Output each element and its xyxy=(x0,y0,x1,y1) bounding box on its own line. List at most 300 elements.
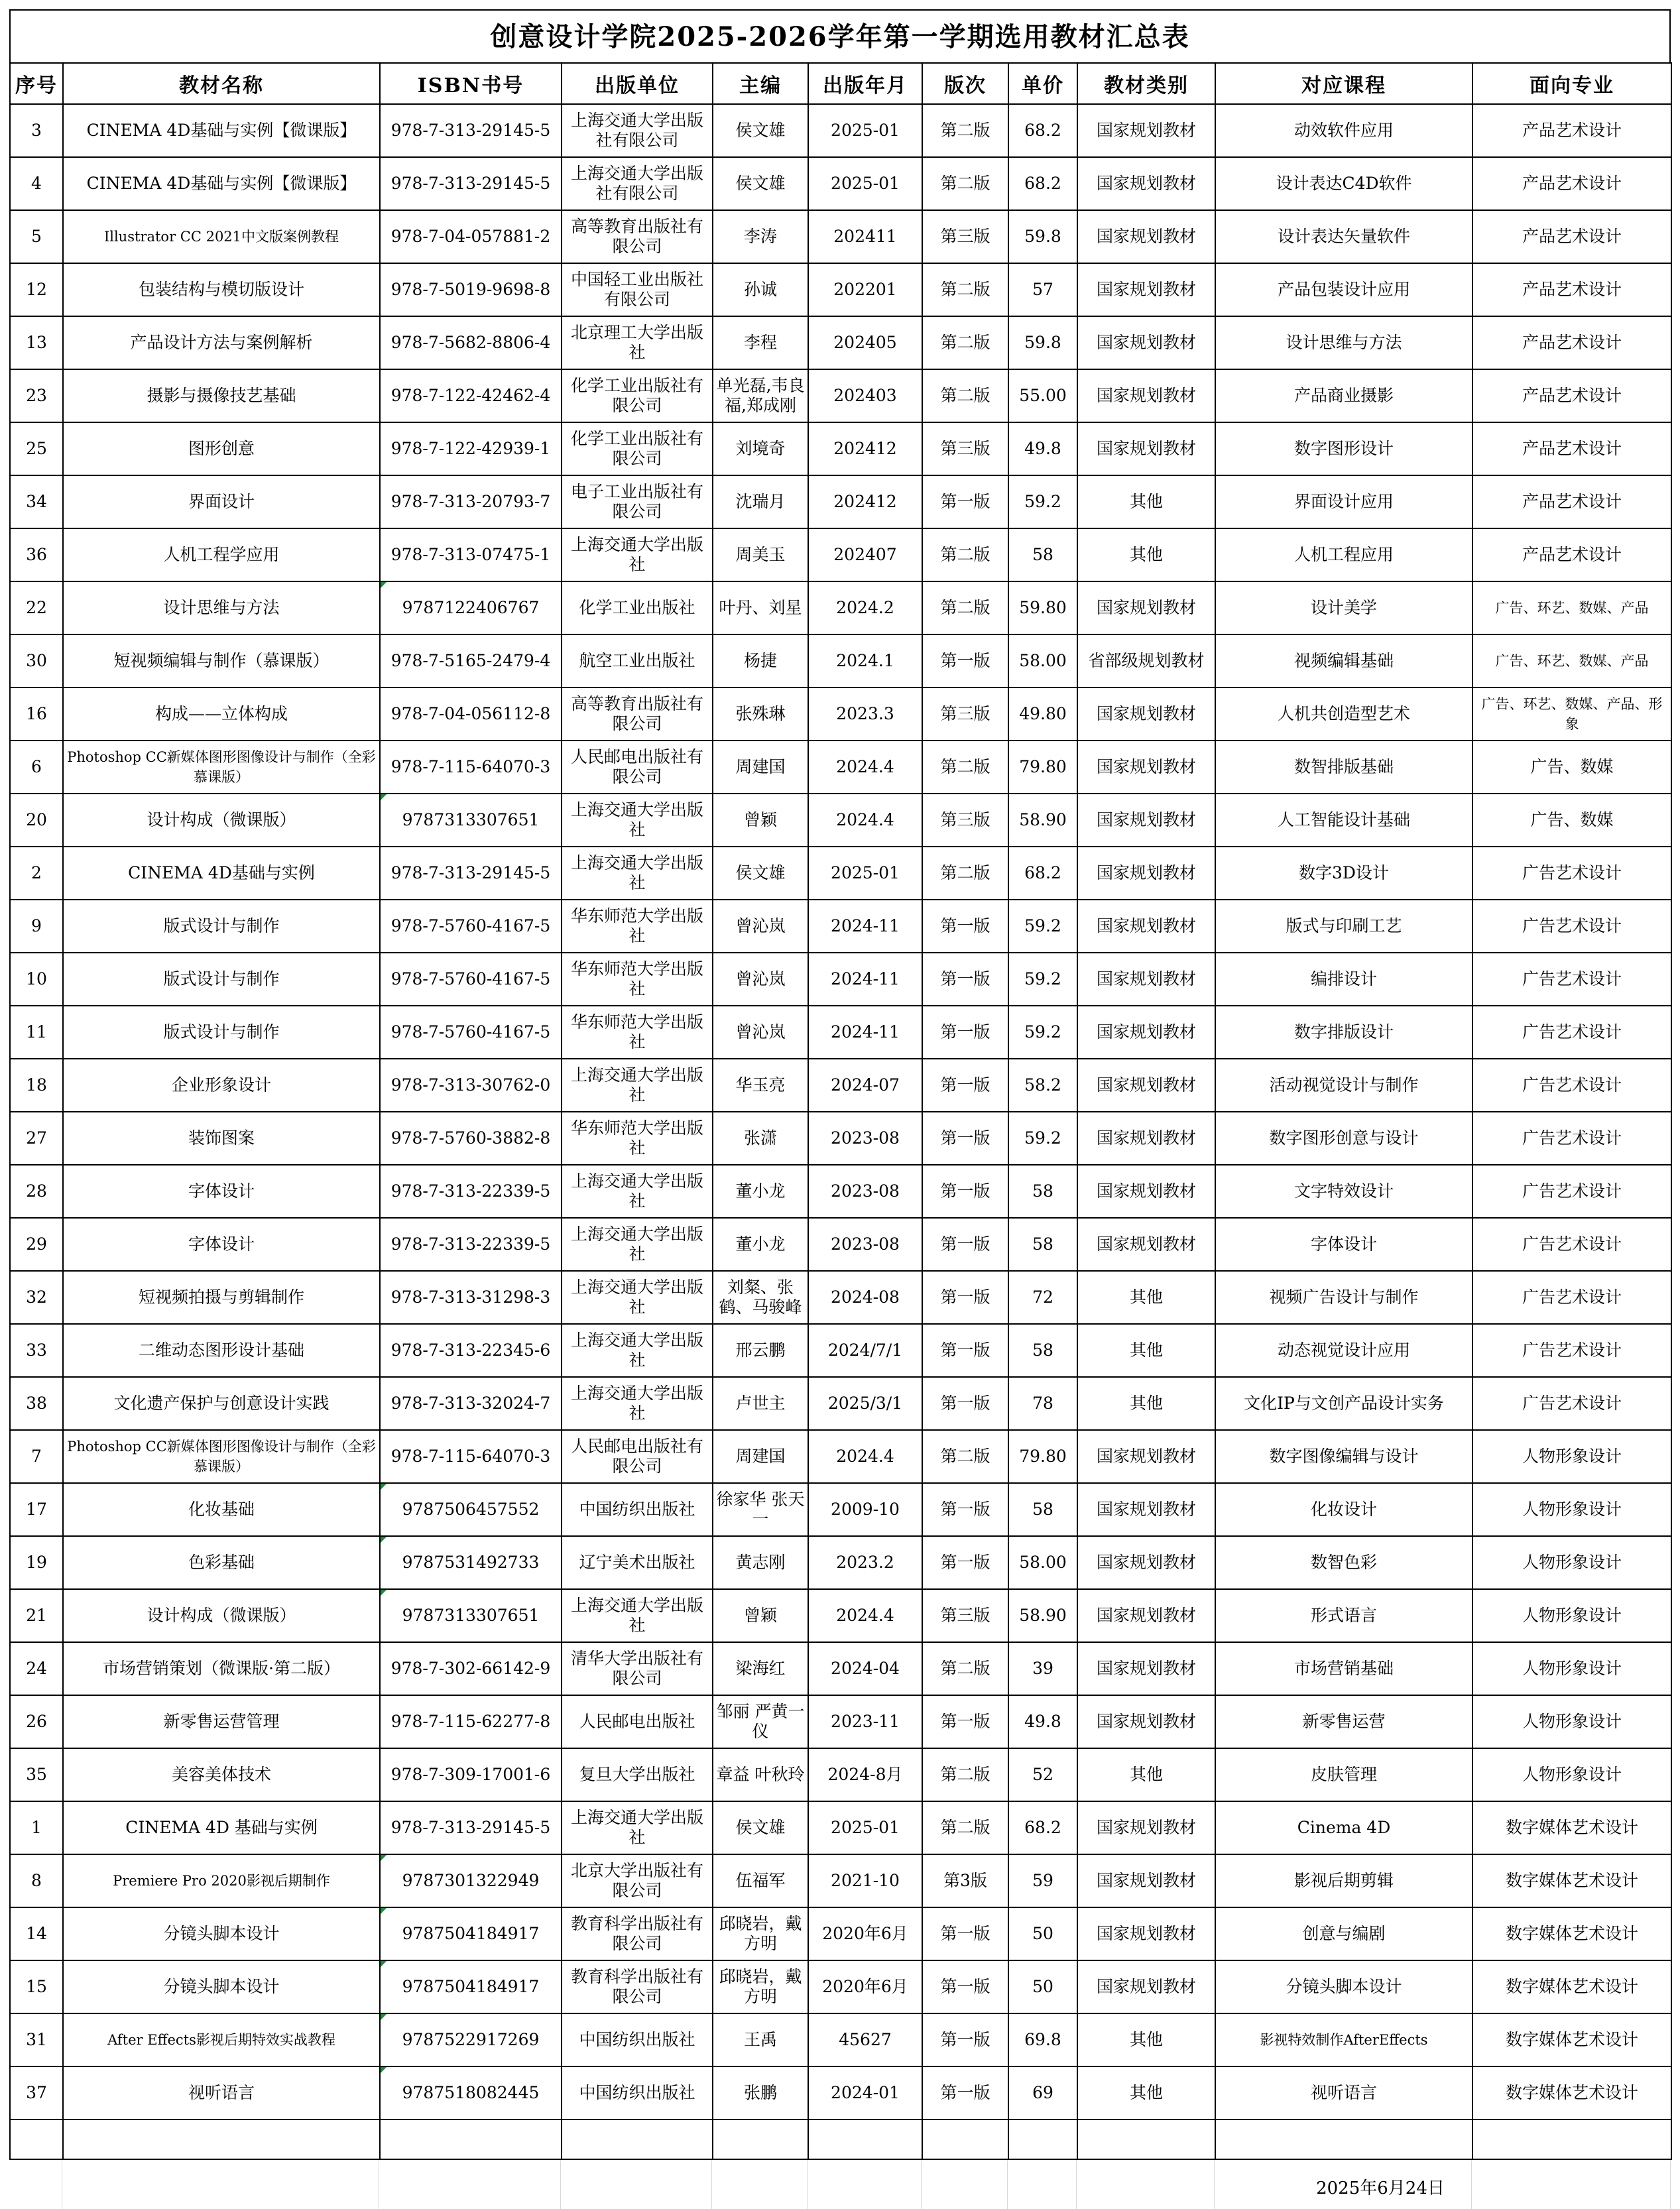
cell-major: 广告、数媒 xyxy=(1472,741,1671,794)
cell-major: 广告艺术设计 xyxy=(1472,1006,1671,1059)
table-row xyxy=(10,369,1671,422)
cell-category: 国家规划教材 xyxy=(1077,104,1215,157)
cell-course: 视听语言 xyxy=(1215,2066,1472,2119)
cell-category: 国家规划教材 xyxy=(1077,1218,1215,1271)
cell-editor: 张鹏 xyxy=(713,2066,808,2119)
empty-cell xyxy=(1008,2119,1077,2159)
cell-editor: 董小龙 xyxy=(713,1218,808,1271)
cell-price: 59.2 xyxy=(1008,953,1077,1006)
table-row xyxy=(10,900,1671,953)
cell-category: 国家规划教材 xyxy=(1077,263,1215,316)
cell-price: 68.2 xyxy=(1008,1801,1077,1854)
cell-editor: 杨捷 xyxy=(713,634,808,687)
empty-cell xyxy=(1077,2119,1215,2159)
table-row xyxy=(10,1271,1671,1324)
cell-edition: 第二版 xyxy=(922,741,1008,794)
cell-date: 45627 xyxy=(808,2013,922,2066)
cell-course: 影视后期剪辑 xyxy=(1215,1854,1472,1907)
cell-isbn: 9787122406767 xyxy=(380,581,562,634)
cell-price: 59 xyxy=(1008,1854,1077,1907)
cell-price: 59.80 xyxy=(1008,581,1077,634)
cell-price: 39 xyxy=(1008,1642,1077,1695)
cell-editor: 梁海红 xyxy=(713,1642,808,1695)
cell-name: Premiere Pro 2020影视后期制作 xyxy=(63,1854,380,1907)
cell-course: 设计美学 xyxy=(1215,581,1472,634)
cell-edition: 第二版 xyxy=(922,1748,1008,1801)
cell-major: 人物形象设计 xyxy=(1472,1430,1671,1483)
cell-isbn: 978-7-313-32024-7 xyxy=(380,1377,562,1430)
cell-price: 49.8 xyxy=(1008,1695,1077,1748)
cell-name: 人机工程学应用 xyxy=(63,528,380,581)
cell-course: 人机共创造型艺术 xyxy=(1215,687,1472,741)
cell-date: 2024.4 xyxy=(808,741,922,794)
cell-isbn: 978-7-122-42462-4 xyxy=(380,369,562,422)
cell-category: 国家规划教材 xyxy=(1077,1483,1215,1536)
table-row xyxy=(10,847,1671,900)
table-row xyxy=(10,2066,1671,2119)
cell-price: 72 xyxy=(1008,1271,1077,1324)
cell-category: 国家规划教材 xyxy=(1077,953,1215,1006)
col-header-date: 出版年月 xyxy=(808,63,922,104)
cell-publisher: 航空工业出版社 xyxy=(562,634,713,687)
cell-category: 国家规划教材 xyxy=(1077,1112,1215,1165)
cell-edition: 第一版 xyxy=(922,900,1008,953)
cell-name: 版式设计与制作 xyxy=(63,1006,380,1059)
cell-date: 2025-01 xyxy=(808,1801,922,1854)
cell-category: 其他 xyxy=(1077,2013,1215,2066)
cell-price: 69 xyxy=(1008,2066,1077,2119)
cell-publisher: 高等教育出版社有限公司 xyxy=(562,210,713,263)
cell-major: 产品艺术设计 xyxy=(1472,528,1671,581)
cell-edition: 第三版 xyxy=(922,1589,1008,1642)
cell-isbn: 978-7-313-22339-5 xyxy=(380,1165,562,1218)
cell-no: 35 xyxy=(10,1748,63,1801)
cell-publisher: 上海交通大学出版社有限公司 xyxy=(562,104,713,157)
cell-publisher: 中国纺织出版社 xyxy=(562,2013,713,2066)
cell-category: 国家规划教材 xyxy=(1077,1536,1215,1589)
cell-major: 广告艺术设计 xyxy=(1472,1112,1671,1165)
cell-category: 国家规划教材 xyxy=(1077,741,1215,794)
col-header-isbn: ISBN书号 xyxy=(380,63,562,104)
cell-major: 数字媒体艺术设计 xyxy=(1472,1854,1671,1907)
cell-major: 产品艺术设计 xyxy=(1472,104,1671,157)
cell-price: 59.8 xyxy=(1008,210,1077,263)
cell-category: 国家规划教材 xyxy=(1077,422,1215,475)
cell-category: 国家规划教材 xyxy=(1077,581,1215,634)
cell-isbn: 978-7-04-056112-8 xyxy=(380,687,562,741)
table-body xyxy=(10,104,1671,2159)
cell-major: 人物形象设计 xyxy=(1472,1536,1671,1589)
cell-isbn: 978-7-5760-3882-8 xyxy=(380,1112,562,1165)
cell-major: 产品艺术设计 xyxy=(1472,157,1671,210)
cell-major: 人物形象设计 xyxy=(1472,1589,1671,1642)
cell-price: 68.2 xyxy=(1008,104,1077,157)
cell-isbn: 978-7-313-29145-5 xyxy=(380,847,562,900)
table-row xyxy=(10,1536,1671,1589)
cell-isbn: 9787504184917 xyxy=(380,1907,562,1960)
cell-date: 2024-11 xyxy=(808,900,922,953)
cell-major: 人物形象设计 xyxy=(1472,1483,1671,1536)
table-row xyxy=(10,1907,1671,1960)
cell-major: 广告艺术设计 xyxy=(1472,1218,1671,1271)
cell-name: 美容美体技术 xyxy=(63,1748,380,1801)
cell-course: 人机工程应用 xyxy=(1215,528,1472,581)
cell-major: 广告艺术设计 xyxy=(1472,1271,1671,1324)
cell-edition: 第一版 xyxy=(922,634,1008,687)
cell-editor: 侯文雄 xyxy=(713,1801,808,1854)
cell-editor: 周建国 xyxy=(713,1430,808,1483)
cell-name: 设计构成（微课版） xyxy=(63,1589,380,1642)
cell-course: 界面设计应用 xyxy=(1215,475,1472,528)
cell-no: 34 xyxy=(10,475,63,528)
cell-category: 其他 xyxy=(1077,2066,1215,2119)
table-row xyxy=(10,581,1671,634)
cell-edition: 第二版 xyxy=(922,847,1008,900)
table-row xyxy=(10,210,1671,263)
cell-major: 数字媒体艺术设计 xyxy=(1472,2013,1671,2066)
cell-category: 国家规划教材 xyxy=(1077,847,1215,900)
cell-major: 广告、数媒 xyxy=(1472,794,1671,847)
cell-edition: 第一版 xyxy=(922,1377,1008,1430)
cell-no: 10 xyxy=(10,953,63,1006)
cell-editor: 侯文雄 xyxy=(713,847,808,900)
cell-category: 其他 xyxy=(1077,475,1215,528)
cell-edition: 第一版 xyxy=(922,1907,1008,1960)
cell-name: CINEMA 4D基础与实例 xyxy=(63,847,380,900)
cell-no: 36 xyxy=(10,528,63,581)
cell-category: 其他 xyxy=(1077,1324,1215,1377)
cell-category: 国家规划教材 xyxy=(1077,1006,1215,1059)
cell-course: 人工智能设计基础 xyxy=(1215,794,1472,847)
cell-publisher: 人民邮电出版社有限公司 xyxy=(562,741,713,794)
cell-major: 广告艺术设计 xyxy=(1472,1059,1671,1112)
cell-edition: 第一版 xyxy=(922,1218,1008,1271)
cell-edition: 第二版 xyxy=(922,1801,1008,1854)
cell-no: 9 xyxy=(10,900,63,953)
cell-name: 设计思维与方法 xyxy=(63,581,380,634)
cell-no: 21 xyxy=(10,1589,63,1642)
table-row xyxy=(10,157,1671,210)
table-row xyxy=(10,1589,1671,1642)
cell-category: 国家规划教材 xyxy=(1077,1960,1215,2013)
cell-course: 新零售运营 xyxy=(1215,1695,1472,1748)
cell-price: 58 xyxy=(1008,528,1077,581)
cell-name: 企业形象设计 xyxy=(63,1059,380,1112)
cell-no: 31 xyxy=(10,2013,63,2066)
cell-course: 产品包装设计应用 xyxy=(1215,263,1472,316)
cell-no: 15 xyxy=(10,1960,63,2013)
cell-publisher: 中国纺织出版社 xyxy=(562,1483,713,1536)
cell-name: 新零售运营管理 xyxy=(63,1695,380,1748)
cell-no: 11 xyxy=(10,1006,63,1059)
cell-major: 数字媒体艺术设计 xyxy=(1472,1907,1671,1960)
cell-price: 57 xyxy=(1008,263,1077,316)
cell-price: 49.80 xyxy=(1008,687,1077,741)
empty-cell xyxy=(1472,2119,1671,2159)
cell-editor: 刘境奇 xyxy=(713,422,808,475)
empty-cell xyxy=(10,2119,63,2159)
cell-edition: 第二版 xyxy=(922,1430,1008,1483)
table-row xyxy=(10,528,1671,581)
cell-edition: 第一版 xyxy=(922,953,1008,1006)
cell-course: 动态视觉设计应用 xyxy=(1215,1324,1472,1377)
cell-edition: 第三版 xyxy=(922,687,1008,741)
cell-category: 国家规划教材 xyxy=(1077,1801,1215,1854)
cell-isbn: 978-7-309-17001-6 xyxy=(380,1748,562,1801)
cell-name: 摄影与摄像技艺基础 xyxy=(63,369,380,422)
cell-editor: 黄志刚 xyxy=(713,1536,808,1589)
cell-edition: 第二版 xyxy=(922,369,1008,422)
cell-name: 设计构成（微课版） xyxy=(63,794,380,847)
cell-isbn: 978-7-122-42939-1 xyxy=(380,422,562,475)
footer-date: 2025年6月24日 xyxy=(1316,2179,1445,2198)
col-header-course: 对应课程 xyxy=(1215,63,1472,104)
cell-editor: 曾沁岚 xyxy=(713,900,808,953)
col-header-edition: 版次 xyxy=(922,63,1008,104)
table-row xyxy=(10,263,1671,316)
table-row xyxy=(10,1483,1671,1536)
cell-publisher: 上海交通大学出版社 xyxy=(562,1801,713,1854)
cell-edition: 第一版 xyxy=(922,475,1008,528)
cell-no: 19 xyxy=(10,1536,63,1589)
cell-name: 文化遗产保护与创意设计实践 xyxy=(63,1377,380,1430)
cell-edition: 第一版 xyxy=(922,1059,1008,1112)
cell-date: 2024-08 xyxy=(808,1271,922,1324)
cell-isbn: 978-7-5682-8806-4 xyxy=(380,316,562,369)
cell-isbn: 978-7-5019-9698-8 xyxy=(380,263,562,316)
cell-publisher: 化学工业出版社有限公司 xyxy=(562,369,713,422)
cell-editor: 王禹 xyxy=(713,2013,808,2066)
cell-editor: 曾沁岚 xyxy=(713,1006,808,1059)
cell-publisher: 教育科学出版社有限公司 xyxy=(562,1960,713,2013)
table-row xyxy=(10,1112,1671,1165)
table-row xyxy=(10,794,1671,847)
cell-category: 其他 xyxy=(1077,1271,1215,1324)
cell-course: 数字3D设计 xyxy=(1215,847,1472,900)
cell-name: 界面设计 xyxy=(63,475,380,528)
cell-course: 视频编辑基础 xyxy=(1215,634,1472,687)
cell-isbn: 9787504184917 xyxy=(380,1960,562,2013)
cell-edition: 第二版 xyxy=(922,581,1008,634)
empty-cell xyxy=(380,2119,562,2159)
footer-row xyxy=(9,2160,1671,2209)
cell-major: 数字媒体艺术设计 xyxy=(1472,2066,1671,2119)
cell-course: 设计表达矢量软件 xyxy=(1215,210,1472,263)
cell-editor: 华玉亮 xyxy=(713,1059,808,1112)
cell-name: 版式设计与制作 xyxy=(63,953,380,1006)
cell-no: 26 xyxy=(10,1695,63,1748)
cell-course: 数智排版基础 xyxy=(1215,741,1472,794)
cell-major: 产品艺术设计 xyxy=(1472,475,1671,528)
cell-isbn: 978-7-5760-4167-5 xyxy=(380,1006,562,1059)
cell-course: 字体设计 xyxy=(1215,1218,1472,1271)
cell-course: 影视特效制作AfterEffects xyxy=(1215,2013,1472,2066)
cell-editor: 卢世主 xyxy=(713,1377,808,1430)
cell-major: 人物形象设计 xyxy=(1472,1748,1671,1801)
cell-publisher: 人民邮电出版社 xyxy=(562,1695,713,1748)
table-row xyxy=(10,1695,1671,1748)
cell-date: 2020年6月 xyxy=(808,1907,922,1960)
cell-publisher: 中国轻工业出版社有限公司 xyxy=(562,263,713,316)
col-header-name: 教材名称 xyxy=(63,63,380,104)
cell-major: 产品艺术设计 xyxy=(1472,316,1671,369)
table-row xyxy=(10,741,1671,794)
cell-publisher: 华东师范大学出版社 xyxy=(562,1006,713,1059)
table-row xyxy=(10,316,1671,369)
cell-price: 59.2 xyxy=(1008,1006,1077,1059)
header-row xyxy=(10,63,1671,104)
cell-no: 13 xyxy=(10,316,63,369)
cell-no: 2 xyxy=(10,847,63,900)
cell-editor: 周建国 xyxy=(713,741,808,794)
cell-category: 国家规划教材 xyxy=(1077,1589,1215,1642)
cell-date: 2025-01 xyxy=(808,104,922,157)
cell-isbn: 9787531492733 xyxy=(380,1536,562,1589)
table-row xyxy=(10,1642,1671,1695)
cell-date: 2024.1 xyxy=(808,634,922,687)
cell-course: 形式语言 xyxy=(1215,1589,1472,1642)
cell-price: 50 xyxy=(1008,1907,1077,1960)
cell-isbn: 9787518082445 xyxy=(380,2066,562,2119)
cell-major: 产品艺术设计 xyxy=(1472,422,1671,475)
cell-editor: 邱晓岩，戴方明 xyxy=(713,1907,808,1960)
cell-name: 字体设计 xyxy=(63,1165,380,1218)
cell-isbn: 978-7-115-62277-8 xyxy=(380,1695,562,1748)
cell-editor: 张潇 xyxy=(713,1112,808,1165)
empty-cell xyxy=(562,2119,713,2159)
col-header-major: 面向专业 xyxy=(1472,63,1671,104)
cell-course: 数字图像编辑与设计 xyxy=(1215,1430,1472,1483)
cell-course: 分镜头脚本设计 xyxy=(1215,1960,1472,2013)
table-row xyxy=(10,2013,1671,2066)
cell-edition: 第3版 xyxy=(922,1854,1008,1907)
cell-publisher: 上海交通大学出版社 xyxy=(562,1271,713,1324)
cell-edition: 第一版 xyxy=(922,1324,1008,1377)
textbook-table xyxy=(9,62,1672,2160)
cell-price: 58 xyxy=(1008,1324,1077,1377)
cell-price: 58.00 xyxy=(1008,634,1077,687)
cell-date: 202201 xyxy=(808,263,922,316)
cell-no: 23 xyxy=(10,369,63,422)
cell-editor: 邢云鹏 xyxy=(713,1324,808,1377)
table-row xyxy=(10,634,1671,687)
cell-no: 12 xyxy=(10,263,63,316)
cell-date: 2023.2 xyxy=(808,1536,922,1589)
cell-date: 2023.3 xyxy=(808,687,922,741)
cell-category: 国家规划教材 xyxy=(1077,900,1215,953)
table-title: 创意设计学院2025-2026学年第一学期选用教材汇总表 xyxy=(9,9,1671,62)
cell-date: 2024-8月 xyxy=(808,1748,922,1801)
cell-publisher: 上海交通大学出版社 xyxy=(562,847,713,900)
cell-publisher: 上海交通大学出版社 xyxy=(562,1165,713,1218)
cell-category: 国家规划教材 xyxy=(1077,1165,1215,1218)
cell-major: 产品艺术设计 xyxy=(1472,263,1671,316)
cell-course: 数字图形创意与设计 xyxy=(1215,1112,1472,1165)
empty-cell xyxy=(1215,2119,1472,2159)
cell-date: 2023-11 xyxy=(808,1695,922,1748)
cell-edition: 第一版 xyxy=(922,1960,1008,2013)
cell-editor: 侯文雄 xyxy=(713,157,808,210)
cell-course: 编排设计 xyxy=(1215,953,1472,1006)
cell-name: 产品设计方法与案例解析 xyxy=(63,316,380,369)
cell-publisher: 中国纺织出版社 xyxy=(562,2066,713,2119)
table-row xyxy=(10,1218,1671,1271)
cell-category: 国家规划教材 xyxy=(1077,794,1215,847)
cell-price: 79.80 xyxy=(1008,741,1077,794)
cell-name: 字体设计 xyxy=(63,1218,380,1271)
cell-publisher: 上海交通大学出版社 xyxy=(562,1324,713,1377)
cell-publisher: 华东师范大学出版社 xyxy=(562,900,713,953)
cell-edition: 第一版 xyxy=(922,1695,1008,1748)
cell-price: 59.8 xyxy=(1008,316,1077,369)
cell-name: 图形创意 xyxy=(63,422,380,475)
cell-isbn: 978-7-5760-4167-5 xyxy=(380,953,562,1006)
cell-category: 国家规划教材 xyxy=(1077,687,1215,741)
cell-publisher: 教育科学出版社有限公司 xyxy=(562,1907,713,1960)
cell-date: 2024-07 xyxy=(808,1059,922,1112)
cell-major: 产品艺术设计 xyxy=(1472,210,1671,263)
cell-major: 数字媒体艺术设计 xyxy=(1472,1801,1671,1854)
cell-price: 50 xyxy=(1008,1960,1077,2013)
cell-price: 55.00 xyxy=(1008,369,1077,422)
cell-date: 2023-08 xyxy=(808,1112,922,1165)
cell-edition: 第二版 xyxy=(922,104,1008,157)
cell-isbn: 978-7-302-66142-9 xyxy=(380,1642,562,1695)
cell-major: 广告艺术设计 xyxy=(1472,1324,1671,1377)
cell-editor: 章益 叶秋玲 xyxy=(713,1748,808,1801)
cell-name: 构成——立体构成 xyxy=(63,687,380,741)
cell-editor: 单光磊,韦良福,郑成刚 xyxy=(713,369,808,422)
cell-date: 2024.4 xyxy=(808,794,922,847)
cell-date: 2024.4 xyxy=(808,1430,922,1483)
cell-publisher: 上海交通大学出版社 xyxy=(562,528,713,581)
cell-course: 化妆设计 xyxy=(1215,1483,1472,1536)
cell-date: 2020年6月 xyxy=(808,1960,922,2013)
cell-no: 28 xyxy=(10,1165,63,1218)
table-row xyxy=(10,1801,1671,1854)
cell-major: 人物形象设计 xyxy=(1472,1642,1671,1695)
empty-cell xyxy=(63,2119,380,2159)
cell-no: 27 xyxy=(10,1112,63,1165)
cell-publisher: 北京大学出版社有限公司 xyxy=(562,1854,713,1907)
cell-category: 国家规划教材 xyxy=(1077,1059,1215,1112)
cell-major: 人物形象设计 xyxy=(1472,1695,1671,1748)
cell-name: 分镜头脚本设计 xyxy=(63,1907,380,1960)
cell-name: 装饰图案 xyxy=(63,1112,380,1165)
cell-course: 版式与印刷工艺 xyxy=(1215,900,1472,953)
cell-category: 国家规划教材 xyxy=(1077,1907,1215,1960)
cell-no: 37 xyxy=(10,2066,63,2119)
cell-editor: 李涛 xyxy=(713,210,808,263)
table-row xyxy=(10,104,1671,157)
cell-no: 17 xyxy=(10,1483,63,1536)
cell-category: 国家规划教材 xyxy=(1077,369,1215,422)
cell-publisher: 化学工业出版社有限公司 xyxy=(562,422,713,475)
cell-price: 68.2 xyxy=(1008,157,1077,210)
cell-no: 3 xyxy=(10,104,63,157)
table-row xyxy=(10,953,1671,1006)
cell-publisher: 电子工业出版社有限公司 xyxy=(562,475,713,528)
cell-price: 58.90 xyxy=(1008,794,1077,847)
cell-name: 短视频编辑与制作（慕课版） xyxy=(63,634,380,687)
cell-edition: 第三版 xyxy=(922,210,1008,263)
cell-editor: 叶丹、刘星 xyxy=(713,581,808,634)
cell-category: 国家规划教材 xyxy=(1077,1854,1215,1907)
cell-publisher: 人民邮电出版社有限公司 xyxy=(562,1430,713,1483)
cell-date: 2024-11 xyxy=(808,1006,922,1059)
cell-isbn: 978-7-313-29145-5 xyxy=(380,104,562,157)
cell-name: 版式设计与制作 xyxy=(63,900,380,953)
